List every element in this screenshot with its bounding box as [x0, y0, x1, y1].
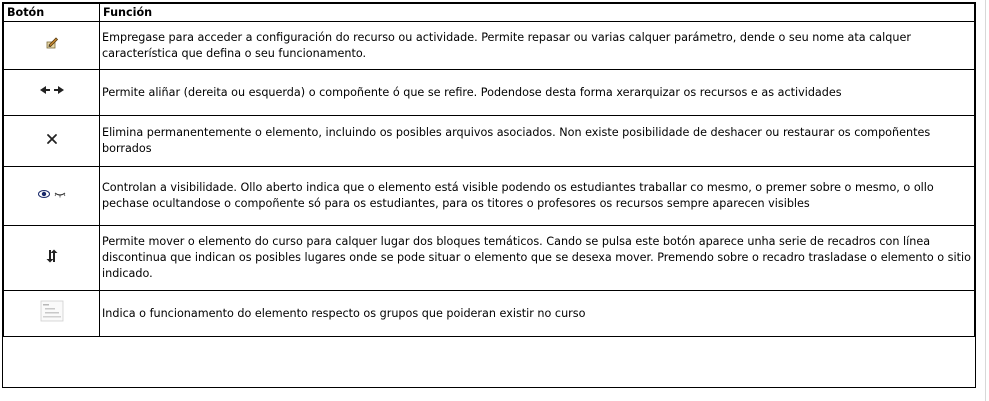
icon-cell — [4, 291, 100, 337]
icon-cell — [4, 22, 100, 70]
table-row — [4, 22, 975, 70]
edit-icon[interactable] — [45, 36, 59, 55]
header-function: Función — [100, 4, 975, 22]
icon-cell — [4, 70, 100, 116]
indent-arrows-icon[interactable] — [38, 84, 66, 101]
header-button: Botón — [4, 4, 100, 22]
visibility-eye-icon[interactable] — [37, 188, 67, 205]
header-row — [4, 4, 975, 22]
table-row — [4, 116, 975, 167]
delete-icon[interactable] — [45, 132, 59, 151]
icon-cell — [4, 226, 100, 291]
row-description: Indica o funcionamento do elemento respecto os grupos que poideran existir no curso — [100, 291, 975, 337]
table-row — [4, 291, 975, 337]
button-function-table — [3, 3, 975, 337]
move-icon[interactable] — [46, 249, 58, 268]
function-table-frame — [2, 2, 976, 388]
row-description: Empregase para acceder a configuración do recurso ou actividade. Permite repasar ou varias calquer parámetro, dende o seu nome ata calquer característica que defina o seu funcionamento. — [100, 22, 975, 70]
row-description: Elimina permanentemente o elemento, incluindo os posibles arquivos asociados. Non existe posibilidade de deshacer ou restaurar os compoñentes borrados — [100, 116, 975, 167]
table-row — [4, 70, 975, 116]
row-description: Permite mover o elemento do curso para calquer lugar dos bloques temáticos. Cando se pulsa este botón aparece unha serie de recadros con línea discontinua que indican os posibles lugares onde se pode situar o elemento que se desexa mover. Premendo sobre o recadro trasladase o elemento o sitio indicado. — [100, 226, 975, 291]
table-row — [4, 167, 975, 226]
groups-icon[interactable] — [40, 300, 64, 327]
table-row — [4, 226, 975, 291]
icon-cell — [4, 116, 100, 167]
right-divider — [985, 0, 986, 401]
row-description: Controlan a visibilidade. Ollo aberto indica que o elemento está visible podendo os estudiantes traballar co mesmo, o premer sobre o mesmo, o ollo pechase ocultandose o compoñente só para os estudiantes, para os titores o profesores os recursos sempre aparecen visibles — [100, 167, 975, 226]
row-description: Permite aliñar (dereita ou esquerda) o compoñente ó que se refire. Podendose desta forma xerarquizar os recursos e as actividades — [100, 70, 975, 116]
icon-cell — [4, 167, 100, 226]
